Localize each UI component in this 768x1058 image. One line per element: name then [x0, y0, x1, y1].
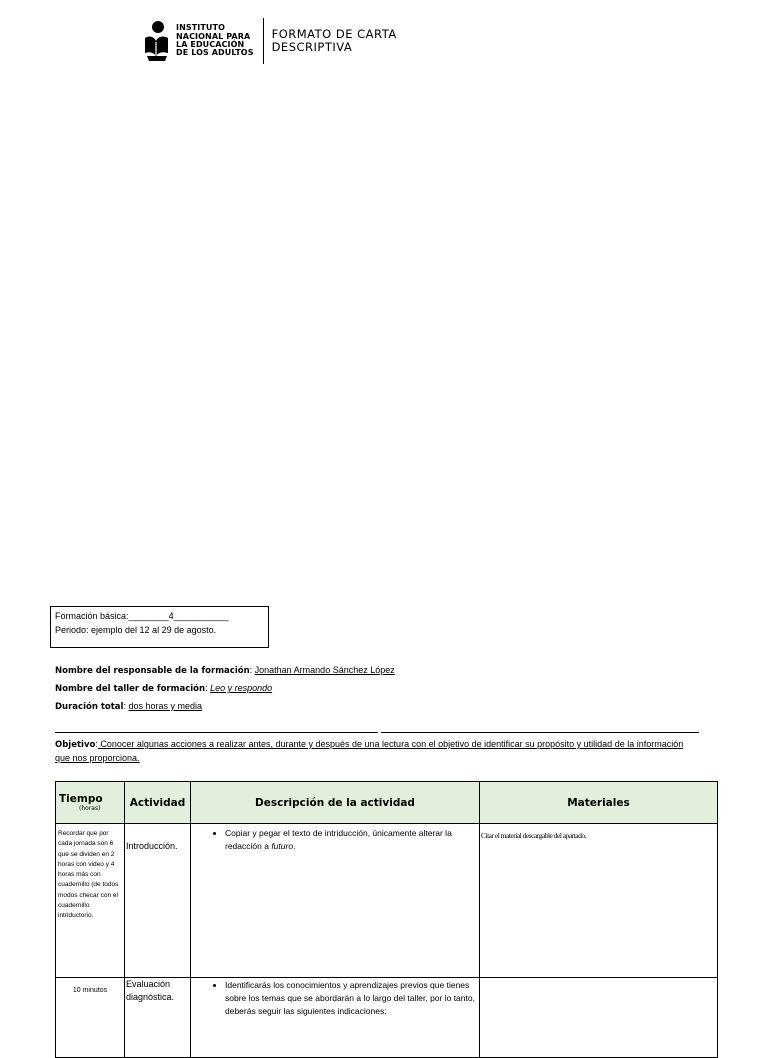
- info-box: [50, 606, 269, 648]
- header-actividad: Actividad: [125, 782, 191, 824]
- document-header: [142, 17, 397, 65]
- objective: Objetivo: Conocer algunas acciones a realizar antes, durante y después de una lectura con el objetivo de identificar su propósito y utilidad de la información que nos proporciona.: [55, 739, 684, 763]
- basic-training-line: Formación básica:________4___________: [55, 611, 229, 621]
- separator-line: [381, 732, 699, 733]
- duration-field: Duración total: dos horas y media: [55, 701, 203, 712]
- cell-materiales: [480, 978, 718, 1058]
- header-tiempo: Tiempo (horas): [56, 782, 125, 824]
- field-value: dos horas y media: [128, 701, 203, 711]
- institution-name: INSTITUTO NACIONAL PARA LA EDUCACIÓN DE LOS ADULTOS: [176, 23, 254, 58]
- field-label: Nombre del responsable de la formación: [55, 666, 250, 676]
- table-header-row: [56, 782, 718, 824]
- cell-descripcion: [191, 824, 480, 978]
- cell-actividad: Introducción.: [125, 824, 191, 978]
- header-divider: [263, 18, 264, 64]
- header-materiales: Materiales: [480, 782, 718, 824]
- objective-text: Conocer algunas acciones a realizar antes, durante y después de una lectura con el objetivo de identificar su propósito y utilidad de la información que nos proporciona.: [55, 739, 684, 763]
- inea-logo-icon: [142, 20, 170, 62]
- separator-line: [55, 732, 378, 733]
- cell-descripcion: [191, 978, 480, 1058]
- cell-tiempo: Recordar que por cada jornada son 6 que se dividen en 2 horas con video y 4 horas más con cuadernillo (de todos modos checar con el cuadernillo intriductorio.: [56, 824, 125, 978]
- responsible-field: Nombre del responsable de la formación: Jonathan Armando Sánchez López: [55, 665, 395, 676]
- table-row: [56, 824, 718, 978]
- list-item: • Copiar y pegar el texto de intriducción, únicamente alterar la redacción a futuro.: [225, 827, 475, 853]
- workshop-field: Nombre del taller de formación: Leo y respondo: [55, 683, 273, 694]
- field-label: Nombre del taller de formación: [55, 684, 206, 694]
- field-value: Jonathan Armando Sánchez López: [254, 665, 395, 675]
- period-line: Periodo: ejemplo del 12 al 29 de agosto.: [55, 625, 217, 635]
- objective-label: Objetivo: [55, 740, 96, 750]
- activities-table: [55, 781, 718, 1058]
- cell-actividad: Evaluación diagnóstica.: [125, 978, 191, 1058]
- field-value: Leo y respondo: [210, 683, 273, 693]
- table-row: [56, 978, 718, 1058]
- cell-materiales: Citar el material descargable del apartado.: [480, 824, 718, 978]
- field-label: Duración total: [55, 702, 124, 712]
- format-title: FORMATO DE CARTA DESCRIPTIVA: [271, 27, 397, 54]
- cell-tiempo: 10 minutos: [56, 978, 125, 1058]
- list-item: • Identificarás los conocimientos y aprendizajes previos que tienes sobre los temas que se abordarán a lo largo del taller, por lo tanto, deberás seguir las siguientes indicaciones:: [225, 979, 475, 1018]
- header-descripcion: Descripción de la actividad: [191, 782, 480, 824]
